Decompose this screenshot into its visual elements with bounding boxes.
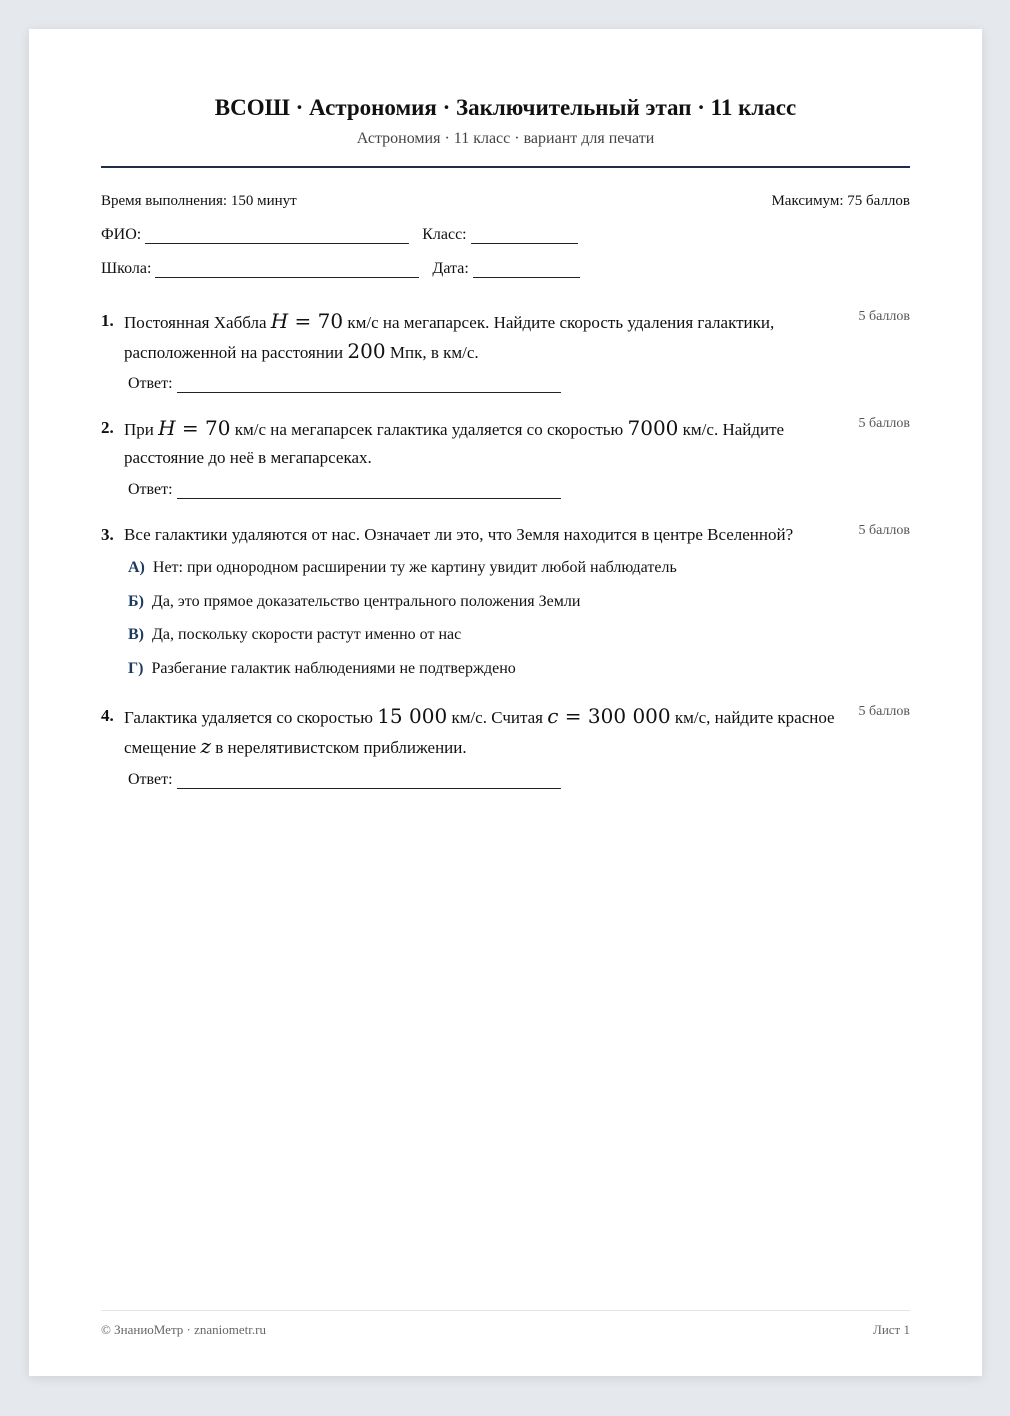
question-text: При H = 70 км/с на мегапарсек галактика удаляется со скоростью 7000 км/с. Найдите расстояние до неё в мегапарсеках. <box>124 416 785 467</box>
question-points: 5 баллов <box>858 309 910 324</box>
option-letter: Г) <box>128 660 144 677</box>
school-label: Школа: <box>101 260 152 277</box>
option-c[interactable] <box>128 626 461 644</box>
school-field[interactable] <box>155 263 419 278</box>
answer-label: Ответ: <box>128 481 173 498</box>
option-b[interactable] <box>128 593 580 611</box>
fio-field[interactable] <box>145 229 409 244</box>
option-letter: А) <box>128 559 145 576</box>
math-expression: 200 <box>347 339 386 363</box>
time-limit: Время выполнения: 150 минут <box>101 193 297 209</box>
question-number: 2. <box>101 418 114 437</box>
math-expression: H = 70 <box>158 416 231 440</box>
option-d[interactable] <box>128 660 516 678</box>
answer-label: Ответ: <box>128 375 173 392</box>
answer-field[interactable] <box>177 380 561 393</box>
math-expression: 15 000 <box>377 704 448 728</box>
page-subtitle: Астрономия · 11 класс · вариант для печати <box>356 130 655 147</box>
option-text: Нет: при однородном расширении ту же картину увидит любой наблюдатель <box>152 559 677 576</box>
worksheet-page <box>29 29 982 1376</box>
answer-label: Ответ: <box>128 771 173 788</box>
option-text: Разбегание галактик наблюдениями не подтверждено <box>151 660 516 677</box>
date-label: Дата: <box>432 260 469 277</box>
page-number: Лист 1 <box>873 1322 910 1337</box>
question-text: Все галактики удаляются от нас. Означает ли это, что Земля находится в центре Вселенной? <box>124 525 794 544</box>
answer-row-4 <box>128 771 561 789</box>
question-number: 1. <box>101 311 114 330</box>
footer-divider <box>101 1310 910 1311</box>
question-text: Галактика удаляется со скоростью 15 000 км/с. Считая c = 300 000 км/с, найдите красное смещение z в нерелятивистском приближении. <box>124 704 835 758</box>
header-divider <box>101 166 910 168</box>
class-field[interactable] <box>471 229 578 244</box>
answer-field[interactable] <box>177 776 561 789</box>
question-points: 5 баллов <box>858 523 910 538</box>
question-points: 5 баллов <box>858 416 910 431</box>
question-number: 4. <box>101 706 114 725</box>
question-number: 3. <box>101 525 114 544</box>
date-field[interactable] <box>473 263 580 278</box>
answer-row-1 <box>128 375 561 393</box>
fio-class-row <box>101 226 578 244</box>
page-title: ВСОШ · Астрономия · Заключительный этап · 11 класс <box>214 95 797 120</box>
option-text: Да, это прямое доказательство центрального положения Земли <box>151 593 581 610</box>
class-label: Класс: <box>422 226 467 243</box>
option-letter: В) <box>128 626 144 643</box>
answer-field[interactable] <box>177 486 561 499</box>
option-a[interactable] <box>128 559 677 577</box>
max-score: Максимум: 75 баллов <box>771 193 910 209</box>
option-text: Да, поскольку скорости растут именно от нас <box>152 626 462 643</box>
question-points: 5 баллов <box>858 704 910 719</box>
footer-copyright: © ЗнаниоМетр · znaniometr.ru <box>101 1322 266 1337</box>
question-text: Постоянная Хаббла H = 70 км/с на мегапарсек. Найдите скорость удаления галактики, расположенной на расстоянии 200 Мпк, в км/с. <box>124 309 775 363</box>
math-expression: 7000 <box>627 416 679 440</box>
math-expression: z <box>200 734 212 758</box>
math-expression: c = 300 000 <box>547 704 671 728</box>
fio-label: ФИО: <box>101 226 142 243</box>
math-expression: H = 70 <box>270 309 344 333</box>
answer-row-2 <box>128 481 561 499</box>
school-date-row <box>101 260 580 278</box>
option-letter: Б) <box>128 593 144 610</box>
